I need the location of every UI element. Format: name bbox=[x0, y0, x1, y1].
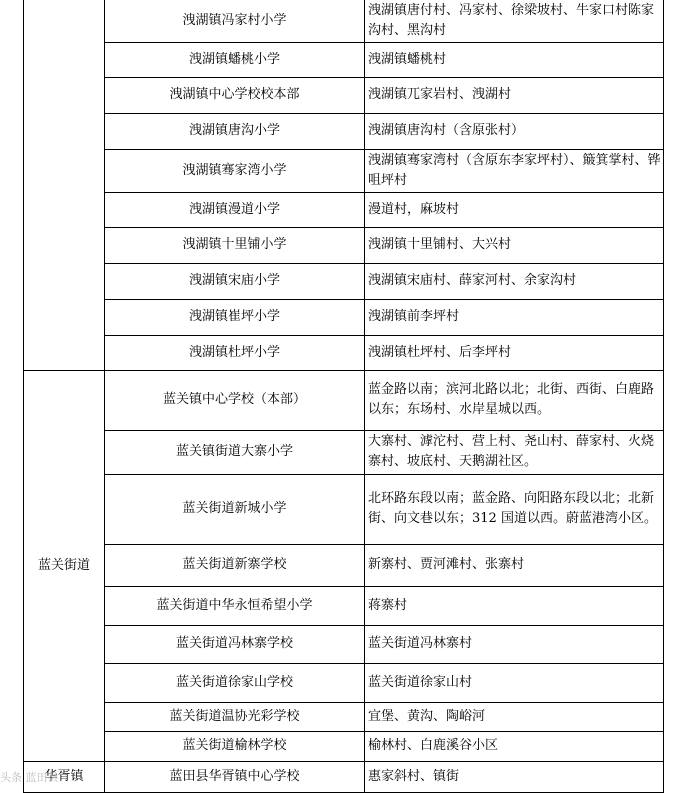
school-name: 蓝关镇中心学校（本部） bbox=[105, 370, 365, 430]
table-row bbox=[24, 335, 664, 370]
school-name: 蓝关街道徐家山学校 bbox=[105, 663, 365, 702]
table-row bbox=[24, 702, 664, 731]
enrollment-area: 漫道村，麻坡村 bbox=[365, 192, 664, 227]
enrollment-area: 蓝金路以南；滨河北路以北；北街、西街、白鹿路以东；东场村、水岸星城以西。 bbox=[365, 370, 664, 430]
table-row bbox=[24, 731, 664, 761]
table-row bbox=[24, 192, 664, 227]
school-name: 洩湖镇杜坪小学 bbox=[105, 335, 365, 370]
school-name: 洩湖镇蟠桃小学 bbox=[105, 42, 365, 77]
enrollment-area: 新寨村、贾河滩村、张寨村 bbox=[365, 544, 664, 586]
enrollment-area: 大寨村、滹沱村、营上村、尧山村、薛家村、火烧寨村、坡底村、天鹅湖社区。 bbox=[365, 430, 664, 474]
school-name: 蓝关街道中华永恒希望小学 bbox=[105, 586, 365, 625]
enrollment-area: 蒋寨村 bbox=[365, 586, 664, 625]
school-name: 蓝田县华胥镇中心学校 bbox=[105, 761, 365, 792]
school-name: 洩湖镇唐沟小学 bbox=[105, 113, 365, 149]
table-row bbox=[24, 586, 664, 625]
enrollment-area: 洩湖镇骞家湾村（含原东李家坪村）、簸箕掌村、铧咀坪村 bbox=[365, 149, 664, 192]
school-name: 洩湖镇骞家湾小学 bbox=[105, 149, 365, 192]
enrollment-area: 洩湖镇杜坪村、后李坪村 bbox=[365, 335, 664, 370]
school-name: 洩湖镇漫道小学 bbox=[105, 192, 365, 227]
table-row bbox=[24, 625, 664, 663]
school-name: 蓝关街道新寨学校 bbox=[105, 544, 365, 586]
enrollment-area: 榆林村、白鹿溪谷小区 bbox=[365, 731, 664, 761]
town-cell: 华胥镇 bbox=[24, 761, 105, 792]
enrollment-area: 洩湖镇唐沟村（含原张村） bbox=[365, 113, 664, 149]
enrollment-area: 宜堡、黄沟、陶峪河 bbox=[365, 702, 664, 731]
school-name: 洩湖镇中心学校校本部 bbox=[105, 77, 365, 113]
table-row bbox=[24, 761, 664, 792]
enrollment-area: 蓝关街道徐家山村 bbox=[365, 663, 664, 702]
enrollment-area: 洩湖镇十里铺村、大兴村 bbox=[365, 227, 664, 263]
table-row bbox=[24, 42, 664, 77]
table-row bbox=[24, 474, 664, 544]
table-row bbox=[24, 263, 664, 299]
enrollment-area: 洩湖镇宋庙村、薛家河村、余家沟村 bbox=[365, 263, 664, 299]
school-name: 蓝关街道温协光彩学校 bbox=[105, 702, 365, 731]
enrollment-area: 蓝关街道冯林寨村 bbox=[365, 625, 664, 663]
town-cell bbox=[24, 0, 105, 370]
school-name: 蓝关镇街道大寨小学 bbox=[105, 430, 365, 474]
enrollment-area: 北环路东段以南；蓝金路、向阳路东段以北；北新街、向文巷以东；312 国道以西。蔚蓝港湾小区。 bbox=[365, 474, 664, 544]
school-name: 洩湖镇宋庙小学 bbox=[105, 263, 365, 299]
table-row bbox=[24, 544, 664, 586]
table-row bbox=[24, 663, 664, 702]
school-name: 洩湖镇冯家村小学 bbox=[105, 0, 365, 42]
enrollment-area: 惠家斜村、镇街 bbox=[365, 761, 664, 792]
table-row bbox=[24, 370, 664, 430]
table-row bbox=[24, 430, 664, 474]
town-cell: 蓝关街道 bbox=[24, 370, 105, 761]
table-row bbox=[24, 149, 664, 192]
table-row bbox=[24, 113, 664, 149]
school-name: 洩湖镇十里铺小学 bbox=[105, 227, 365, 263]
watermark-logo: 头条 蓝田县 bbox=[0, 771, 59, 784]
enrollment-area: 洩湖镇唐付村、冯家村、徐梁坡村、牛家口村陈家沟村、黑沟村 bbox=[365, 0, 664, 42]
school-name: 蓝关街道榆林学校 bbox=[105, 731, 365, 761]
school-name: 洩湖镇崔坪小学 bbox=[105, 299, 365, 335]
school-name: 蓝关街道冯林寨学校 bbox=[105, 625, 365, 663]
table-row bbox=[24, 227, 664, 263]
school-district-table bbox=[23, 0, 664, 793]
table-row bbox=[24, 0, 664, 42]
enrollment-area: 洩湖镇蟠桃村 bbox=[365, 42, 664, 77]
school-name: 蓝关街道新城小学 bbox=[105, 474, 365, 544]
enrollment-area: 洩湖镇兀家岩村、洩湖村 bbox=[365, 77, 664, 113]
enrollment-area: 洩湖镇前李坪村 bbox=[365, 299, 664, 335]
table-row bbox=[24, 77, 664, 113]
table-row bbox=[24, 299, 664, 335]
